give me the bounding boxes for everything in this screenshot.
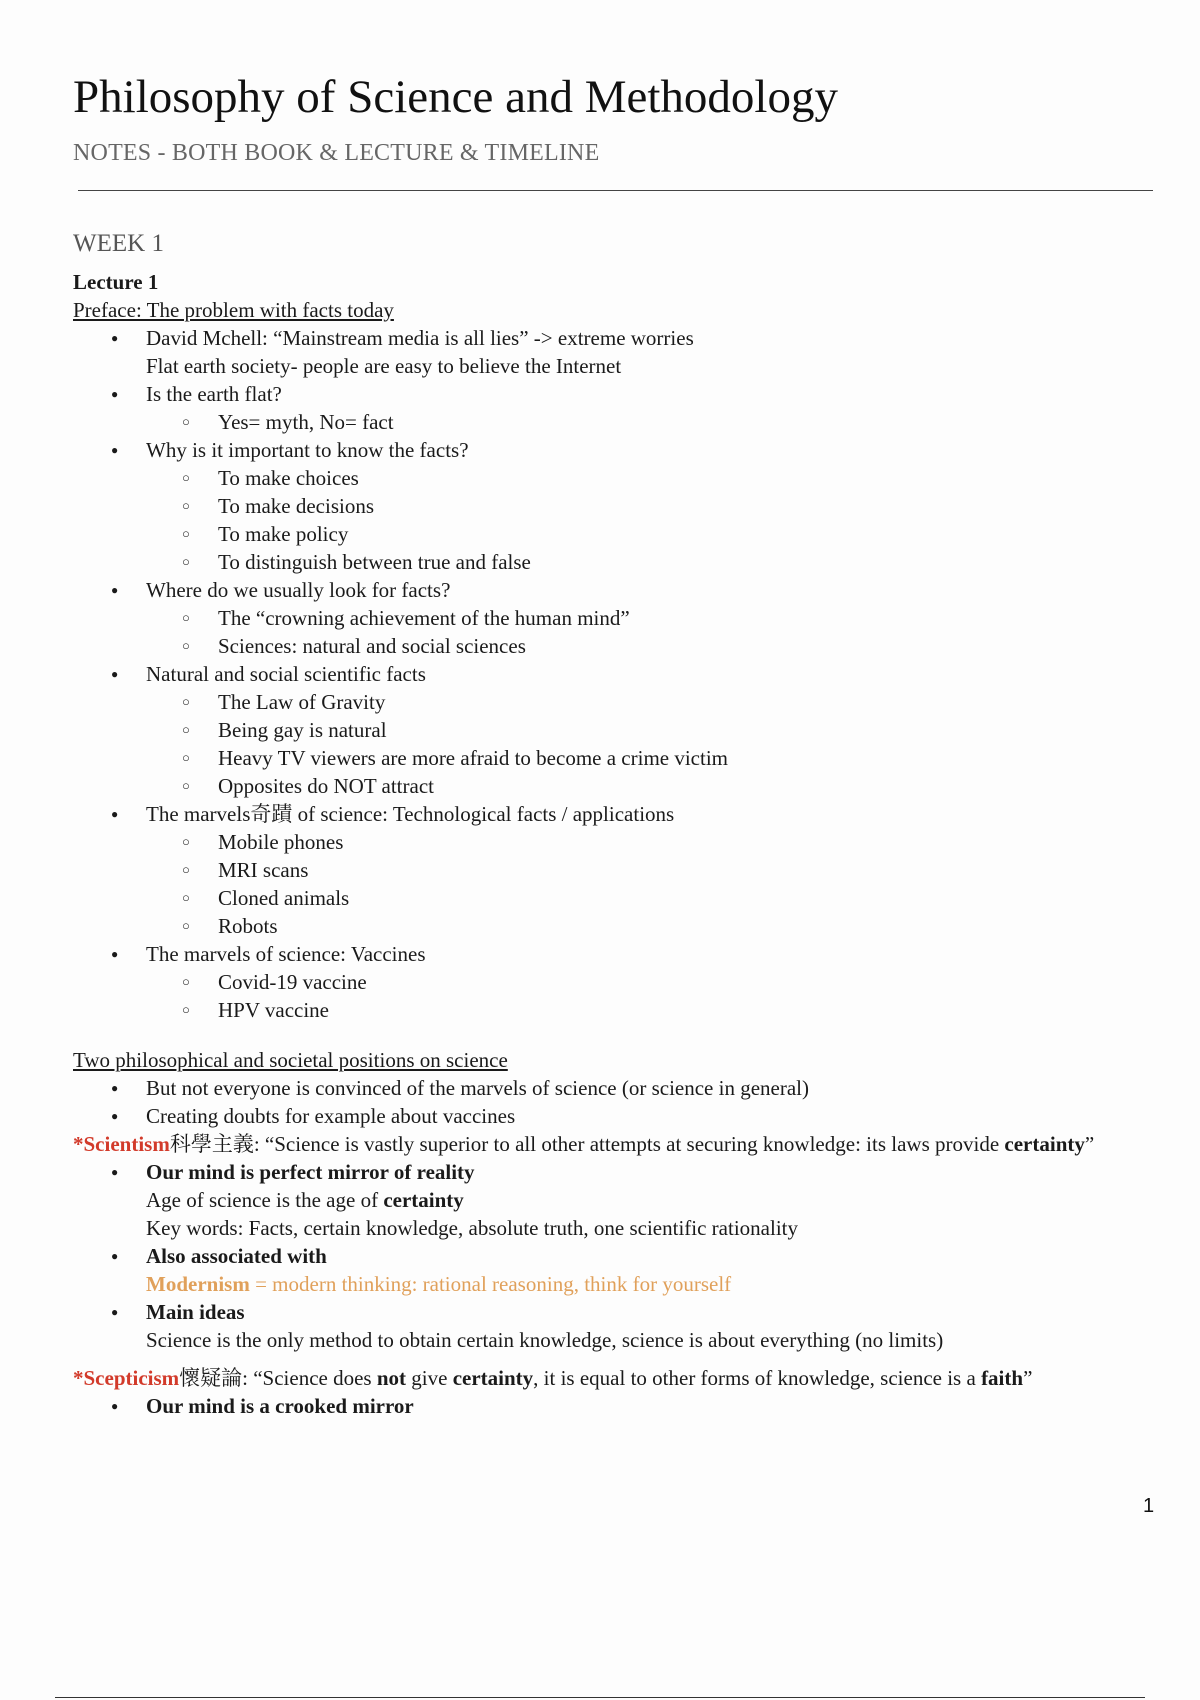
list-item-continuation: Science is the only method to obtain certain knowledge, science is about everything (no limits)	[146, 1328, 944, 1352]
page-edge-line	[55, 1697, 1145, 1698]
not-emphasis: not	[376, 1366, 407, 1390]
lecture-heading: Lecture 1	[73, 270, 159, 294]
sub-list-item: ○ HPV vaccine	[73, 996, 1163, 1024]
quote-close: ”	[1023, 1366, 1033, 1390]
sub-list-item: ○ Mobile phones	[73, 828, 1163, 856]
list-item-continuation	[73, 1186, 1163, 1214]
certainty-emphasis: certainty	[383, 1188, 464, 1212]
scepticism-definition	[73, 1364, 1163, 1392]
sub-list-item: ○ Opposites do NOT attract	[73, 772, 1163, 800]
list-item-continuation: Key words: Facts, certain knowledge, absolute truth, one scientific rationality	[146, 1216, 798, 1240]
document-title: Philosophy of Science and Methodology	[73, 71, 838, 123]
sub-list-item: ○ Sciences: natural and social sciences	[73, 632, 1163, 660]
spacer	[73, 1024, 1163, 1046]
sub-list-item: ○ Robots	[73, 912, 1163, 940]
sub-list-item: ○ To make policy	[73, 520, 1163, 548]
sub-list-item: ○ The “crowning achievement of the human mind”	[73, 604, 1163, 632]
list-item: ● Main ideas	[73, 1298, 1163, 1326]
list-item: ● Is the earth flat?	[73, 380, 1163, 408]
sub-list-item: ○ To make decisions	[73, 492, 1163, 520]
quote-text: , it is equal to other forms of knowledge, science is a	[533, 1366, 982, 1390]
scientism-definition	[73, 1130, 1163, 1158]
sub-list-item: ○ Yes= myth, No= fact	[73, 408, 1163, 436]
certainty-emphasis: certainty	[452, 1366, 534, 1390]
modernism-definition: = modern thinking: rational reasoning, think for yourself	[249, 1272, 732, 1296]
sub-list-item: ○ Cloned animals	[73, 884, 1163, 912]
quote-text: give	[406, 1366, 453, 1390]
list-item: ● Natural and social scientific facts	[73, 660, 1163, 688]
list-item: ● Why is it important to know the facts?	[73, 436, 1163, 464]
list-item: ● Our mind is a crooked mirror	[73, 1392, 1163, 1420]
page-number: 1	[1143, 1495, 1155, 1517]
sub-list-item: ○ Heavy TV viewers are more afraid to become a crime victim	[73, 744, 1163, 772]
spacer	[73, 1354, 1163, 1364]
quote-text: : “Science does	[242, 1366, 377, 1390]
preface-heading: Preface: The problem with facts today	[73, 298, 394, 322]
sub-list-item: ○ Being gay is natural	[73, 716, 1163, 744]
scepticism-label: *Scepticism	[73, 1366, 180, 1390]
sub-list-item: ○ To distinguish between true and false	[73, 548, 1163, 576]
week-heading: WEEK 1	[73, 230, 164, 257]
list-item: ● The marvels of science: Vaccines	[73, 940, 1163, 968]
list-item: ● Our mind is perfect mirror of reality	[73, 1158, 1163, 1186]
list-item: ● But not everyone is convinced of the marvels of science (or science in general)	[73, 1074, 1163, 1102]
faith-emphasis: faith	[981, 1366, 1024, 1390]
positions-heading: Two philosophical and societal positions on science	[73, 1048, 508, 1072]
document-subtitle: NOTES - BOTH BOOK & LECTURE & TIMELINE	[73, 140, 600, 166]
scientism-chinese: 科學主義	[169, 1132, 254, 1156]
modernism-line	[73, 1270, 1163, 1298]
scientism-quote: : “Science is vastly superior to all other attempts at securing knowledge: its laws provide	[253, 1132, 1005, 1156]
sub-list-item: ○ MRI scans	[73, 856, 1163, 884]
list-item: ● David Mchell: “Mainstream media is all lies” -> extreme worries	[73, 324, 1163, 352]
scientism-label: *Scientism	[73, 1132, 170, 1156]
sub-list-item: ○ The Law of Gravity	[73, 688, 1163, 716]
list-item: ● Creating doubts for example about vaccines	[73, 1102, 1163, 1130]
modernism-label: Modernism	[146, 1272, 250, 1296]
sub-list-item: ○ To make choices	[73, 464, 1163, 492]
continuation-text: Age of science is the age of	[146, 1188, 384, 1212]
list-item: ● Also associated with	[73, 1242, 1163, 1270]
sub-list-item: ○ Covid-19 vaccine	[73, 968, 1163, 996]
list-item: ● The marvels奇蹟 of science: Technological facts / applications	[73, 800, 1163, 828]
quote-close: ”	[1084, 1132, 1095, 1156]
notes-body	[73, 268, 1163, 1420]
list-item-continuation: Flat earth society- people are easy to believe the Internet	[146, 354, 622, 378]
list-item: ● Where do we usually look for facts?	[73, 576, 1163, 604]
title-divider	[78, 190, 1153, 191]
certainty-emphasis: certainty	[1004, 1132, 1085, 1156]
scepticism-chinese: 懷疑論	[179, 1366, 243, 1390]
